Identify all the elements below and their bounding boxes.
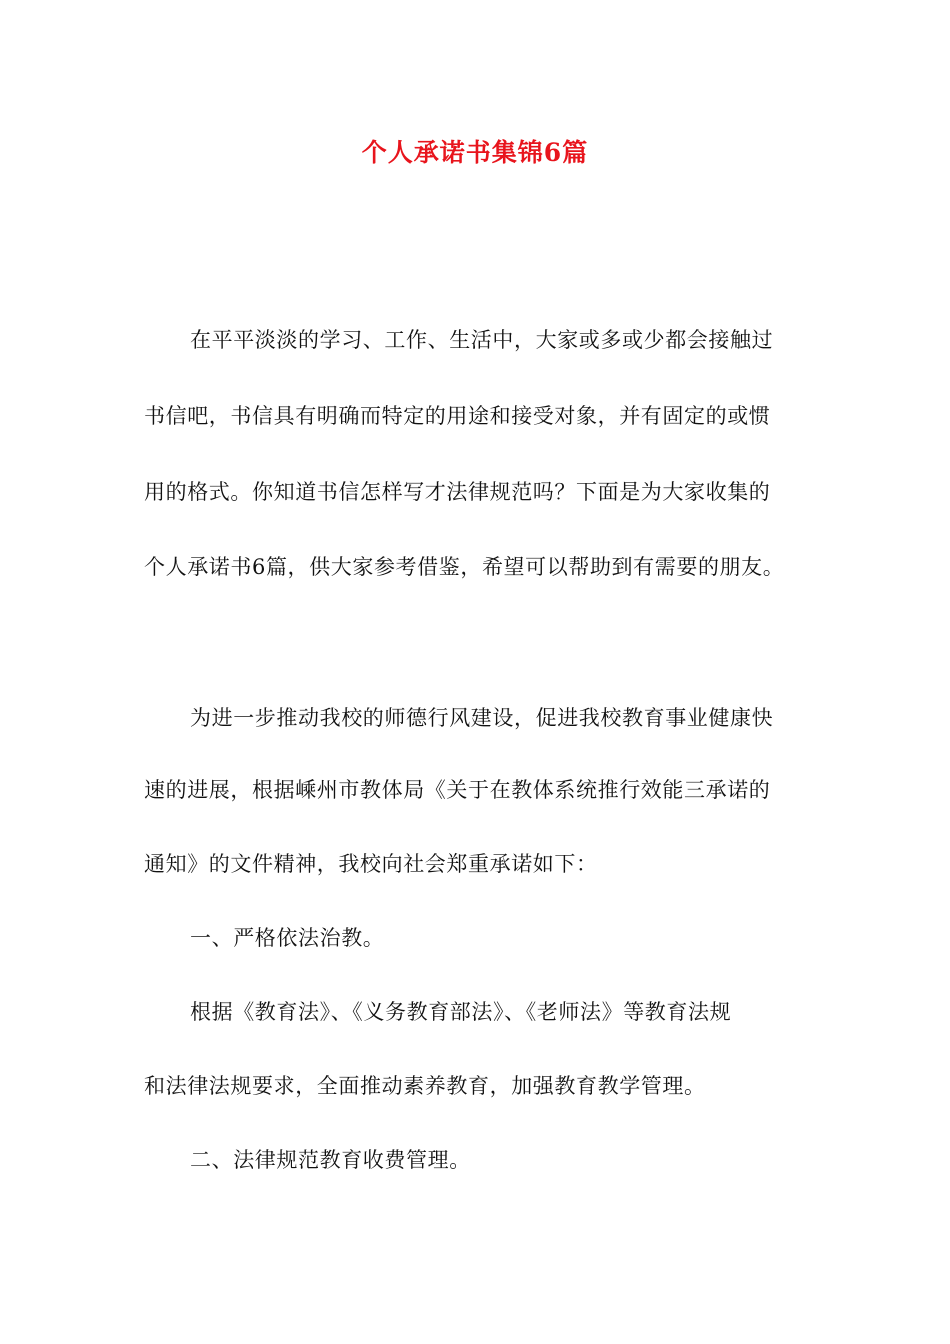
intro-paragraph-line-2: 书信吧，书信具有明确而特定的用途和接受对象，并有固定的或惯 <box>144 404 771 428</box>
intro-paragraph-line-4: 个人承诺书6篇，供大家参考借鉴，希望可以帮助到有需要的朋友。 <box>144 555 785 579</box>
intro-paragraph-line-3: 用的格式。你知道书信怎样写才法律规范吗？下面是为大家收集的 <box>144 480 771 504</box>
section-1-paragraph-line-2: 和法律法规要求，全面推动素养教育，加强教育教学管理。 <box>144 1074 706 1098</box>
section-heading-2: 二、法律规范教育收费管理。 <box>190 1148 471 1172</box>
document-title: 个人承诺书集锦6篇 <box>361 138 589 167</box>
intro-paragraph-line-1: 在平平淡淡的学习、工作、生活中，大家或多或少都会接触过 <box>190 328 774 352</box>
commitment-paragraph-line-1: 为进一步推动我校的师德行风建设，促进我校教育事业健康快 <box>190 706 774 730</box>
commitment-paragraph-line-3: 通知》的文件精神，我校向社会郑重承诺如下： <box>144 852 598 876</box>
section-heading-1: 一、严格依法治教。 <box>190 926 385 950</box>
commitment-paragraph-line-2: 速的进展，根据嵊州市教体局《关于在教体系统推行效能三承诺的 <box>144 778 771 802</box>
section-1-paragraph-line-1: 根据《教育法》、《义务教育部法》、《老师法》等教育法规 <box>190 1000 732 1024</box>
